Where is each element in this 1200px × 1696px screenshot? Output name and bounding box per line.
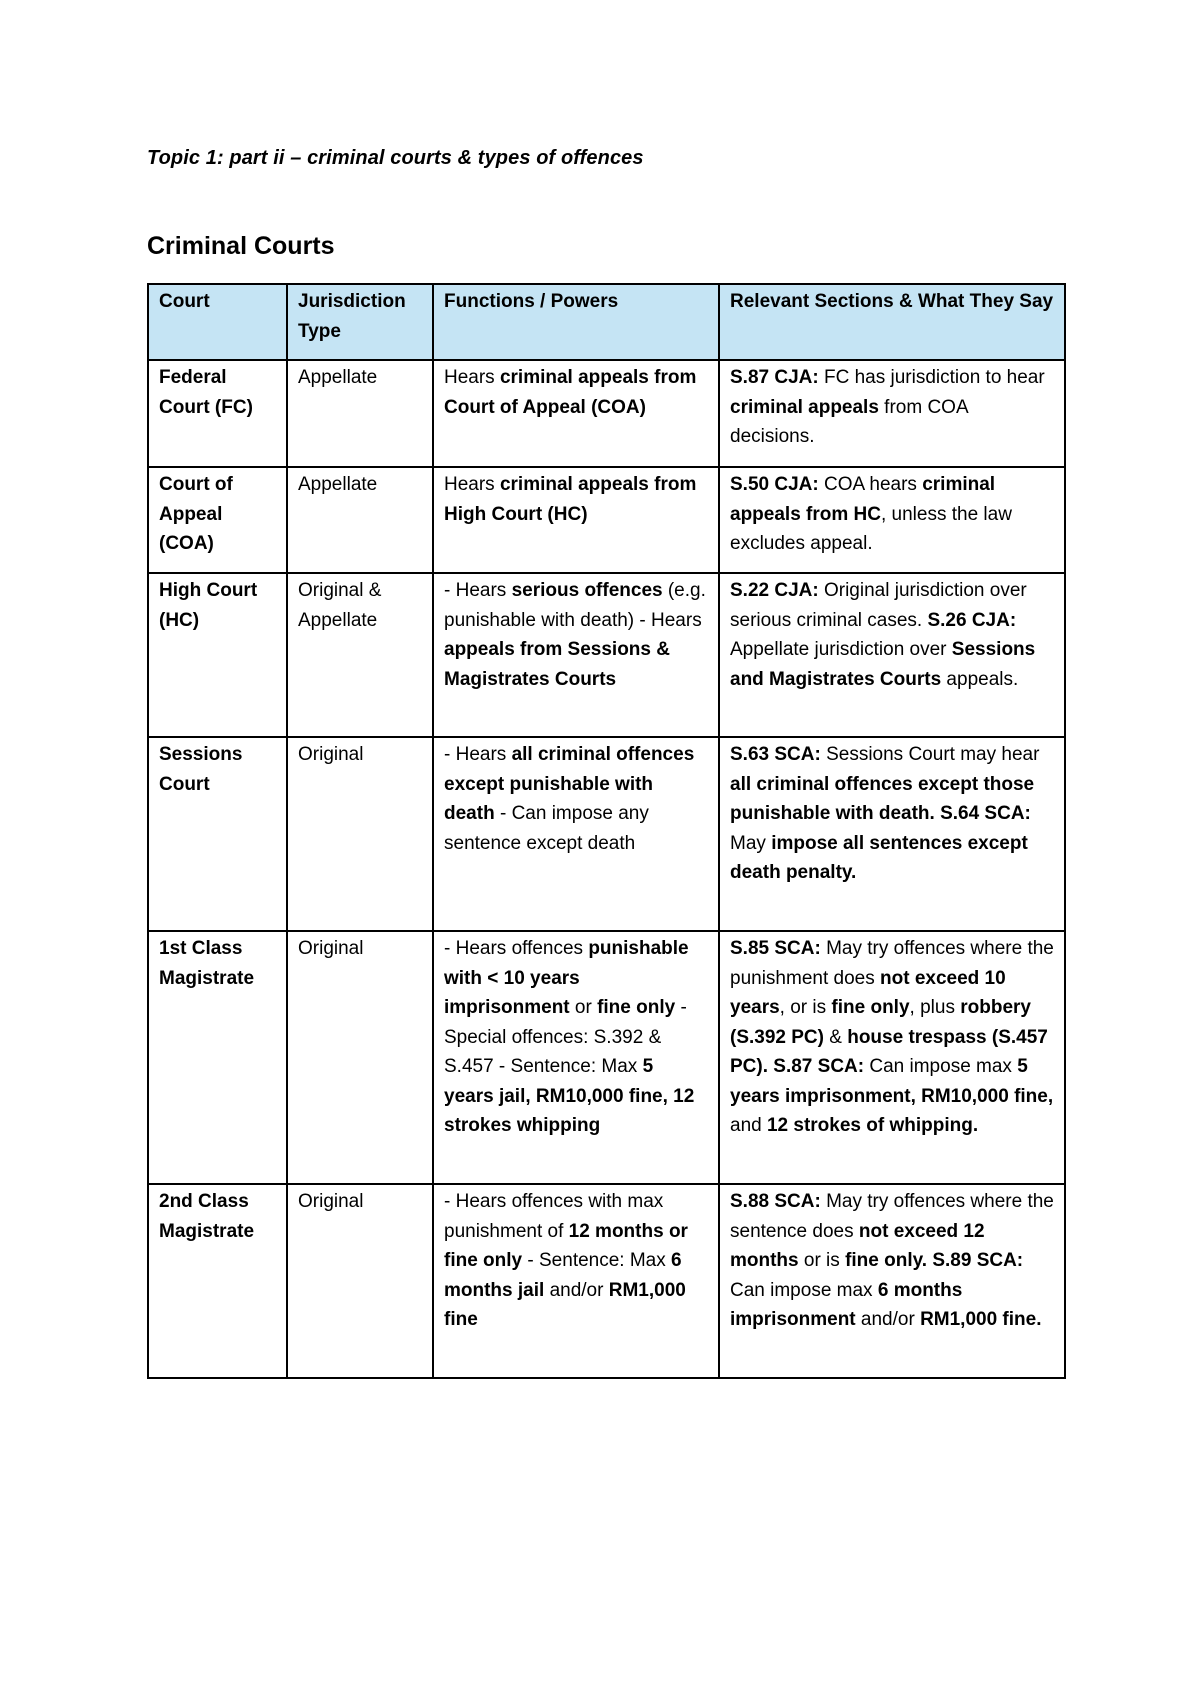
text-run: or bbox=[569, 997, 598, 1018]
jurisdiction-cell: Original bbox=[287, 931, 433, 1184]
text-run: Original jurisdiction over serious criminal cases. bbox=[730, 580, 1027, 631]
bold-text-run: criminal appeals from HC bbox=[730, 474, 996, 525]
bold-text-run: not exceed 10 years bbox=[730, 967, 1006, 1018]
functions-cell bbox=[433, 573, 719, 737]
bold-text-run: criminal appeals from High Court (HC) bbox=[444, 474, 697, 525]
bold-text-run: 12 months or fine only bbox=[444, 1220, 688, 1271]
header-functions-powers: Functions / Powers bbox=[433, 284, 719, 360]
bold-text-run: RM1,000 fine bbox=[444, 1279, 686, 1330]
bold-text-run: all criminal offences except those punishable with death. S.64 SCA: bbox=[730, 773, 1035, 824]
text-run: May try offences where the sentence does bbox=[730, 1191, 1054, 1242]
text-run: May try offences where the punishment does bbox=[730, 938, 1054, 989]
bold-text-run: robbery (S.392 PC) bbox=[730, 997, 1031, 1048]
table-row bbox=[148, 931, 1065, 1184]
text-run: COA hears bbox=[818, 474, 923, 495]
text-run: and/or bbox=[855, 1309, 921, 1330]
bold-text-run: fine only. S.89 SCA: bbox=[845, 1250, 1024, 1271]
text-run: (e.g. punishable with death) - Hears bbox=[444, 580, 706, 631]
jurisdiction-cell: Appellate bbox=[287, 467, 433, 573]
functions-cell bbox=[433, 931, 719, 1184]
text-run: Can impose max bbox=[730, 1279, 878, 1301]
section-title: Criminal Courts bbox=[147, 232, 335, 260]
bold-text-run: criminal appeals from Court of Appeal (COA) bbox=[444, 367, 697, 418]
bold-text-run: criminal appeals bbox=[730, 396, 879, 418]
bold-text-run: S.88 SCA: bbox=[730, 1191, 821, 1212]
text-run: Can impose max bbox=[864, 1056, 1018, 1077]
table-row bbox=[148, 1184, 1065, 1378]
functions-cell bbox=[433, 467, 719, 573]
court-cell: Federal Court (FC) bbox=[148, 360, 287, 467]
functions-cell bbox=[433, 737, 719, 931]
bold-text-run: 6 months jail bbox=[444, 1250, 682, 1301]
text-run: from COA decisions. bbox=[730, 396, 968, 447]
bold-text-run: 12 strokes of whipping. bbox=[766, 1115, 979, 1136]
text-run: - Hears offences bbox=[444, 938, 589, 959]
text-run: Sessions Court may hear bbox=[820, 744, 1040, 765]
jurisdiction-cell: Original bbox=[287, 737, 433, 931]
text-run: , or is bbox=[779, 997, 832, 1018]
text-run: or is bbox=[798, 1250, 846, 1271]
bold-text-run: house trespass (S.457 PC). S.87 SCA: bbox=[730, 1026, 1048, 1077]
court-cell: High Court (HC) bbox=[148, 573, 287, 737]
court-cell: 1st Class Magistrate bbox=[148, 931, 287, 1184]
table-row bbox=[148, 573, 1065, 737]
jurisdiction-cell: Original bbox=[287, 1184, 433, 1378]
bold-text-run: RM1,000 fine. bbox=[920, 1309, 1042, 1330]
jurisdiction-cell: Appellate bbox=[287, 360, 433, 467]
text-run: Hears bbox=[444, 474, 500, 495]
bold-text-run: 5 years jail, RM10,000 fine, 12 strokes whipping bbox=[444, 1056, 695, 1136]
functions-cell bbox=[433, 360, 719, 467]
topic-line: Topic 1: part ii – criminal courts & types of offences bbox=[147, 147, 644, 169]
bold-text-run: all criminal offences except punishable with death bbox=[444, 744, 695, 824]
text-run: - Hears bbox=[444, 580, 512, 601]
court-cell: Court of Appeal (COA) bbox=[148, 467, 287, 573]
text-run: , unless the law excludes appeal. bbox=[730, 503, 1012, 554]
text-run: and bbox=[730, 1115, 767, 1136]
text-run: appeals. bbox=[941, 668, 1019, 690]
table-row bbox=[148, 737, 1065, 931]
jurisdiction-cell: Original & Appellate bbox=[287, 573, 433, 737]
header-jurisdiction-type: Jurisdiction Type bbox=[287, 284, 433, 360]
text-run: FC has jurisdiction to hear bbox=[818, 367, 1045, 388]
bold-text-run: S.22 CJA: bbox=[730, 580, 819, 601]
text-run: - Sentence: Max bbox=[522, 1250, 672, 1271]
bold-text-run: Sessions and Magistrates Courts bbox=[730, 639, 1036, 690]
bold-text-run: S.26 CJA: bbox=[927, 609, 1017, 631]
text-run: - Hears offences with max punishment of bbox=[444, 1191, 664, 1242]
bold-text-run: S.63 SCA: bbox=[730, 744, 821, 765]
text-run: and/or bbox=[544, 1279, 609, 1301]
bold-text-run: 6 months imprisonment bbox=[730, 1279, 963, 1330]
bold-text-run: appeals from Sessions & Magistrates Courts bbox=[444, 639, 670, 690]
text-run: , plus bbox=[909, 997, 961, 1018]
text-run: May bbox=[730, 832, 772, 854]
criminal-courts-table bbox=[147, 283, 1066, 1379]
header-relevant-sections: Relevant Sections & What They Say bbox=[719, 284, 1065, 360]
bold-text-run: not exceed 12 months bbox=[730, 1220, 985, 1271]
header-court: Court bbox=[148, 284, 287, 360]
text-run: - Can impose any sentence except death bbox=[444, 803, 649, 854]
bold-text-run: S.50 CJA: bbox=[730, 474, 819, 495]
bold-text-run: S.87 CJA: bbox=[730, 367, 819, 388]
text-run: - Special offences: S.392 & S.457 - Sentence: Max bbox=[444, 997, 687, 1077]
table-header-row bbox=[148, 284, 1065, 360]
bold-text-run: fine only bbox=[831, 997, 910, 1018]
bold-text-run: 5 years imprisonment, RM10,000 fine, bbox=[730, 1056, 1054, 1107]
table-row bbox=[148, 360, 1065, 467]
text-run: Hears bbox=[444, 367, 500, 388]
bold-text-run: serious offences bbox=[511, 580, 663, 601]
bold-text-run: S.85 SCA: bbox=[730, 938, 821, 959]
text-run: & bbox=[823, 1026, 848, 1048]
text-run: Appellate jurisdiction over bbox=[730, 639, 952, 660]
sections-cell bbox=[719, 931, 1065, 1184]
sections-cell bbox=[719, 737, 1065, 931]
sections-cell bbox=[719, 573, 1065, 737]
bold-text-run: punishable with < 10 years imprisonment bbox=[444, 938, 689, 1018]
text-run: - Hears bbox=[444, 744, 512, 765]
sections-cell bbox=[719, 467, 1065, 573]
court-cell: 2nd Class Magistrate bbox=[148, 1184, 287, 1378]
sections-cell bbox=[719, 1184, 1065, 1378]
sections-cell bbox=[719, 360, 1065, 467]
functions-cell bbox=[433, 1184, 719, 1378]
bold-text-run: fine only bbox=[597, 997, 676, 1018]
bold-text-run: impose all sentences except death penalty. bbox=[730, 832, 1028, 883]
table-row bbox=[148, 467, 1065, 573]
court-cell: Sessions Court bbox=[148, 737, 287, 931]
